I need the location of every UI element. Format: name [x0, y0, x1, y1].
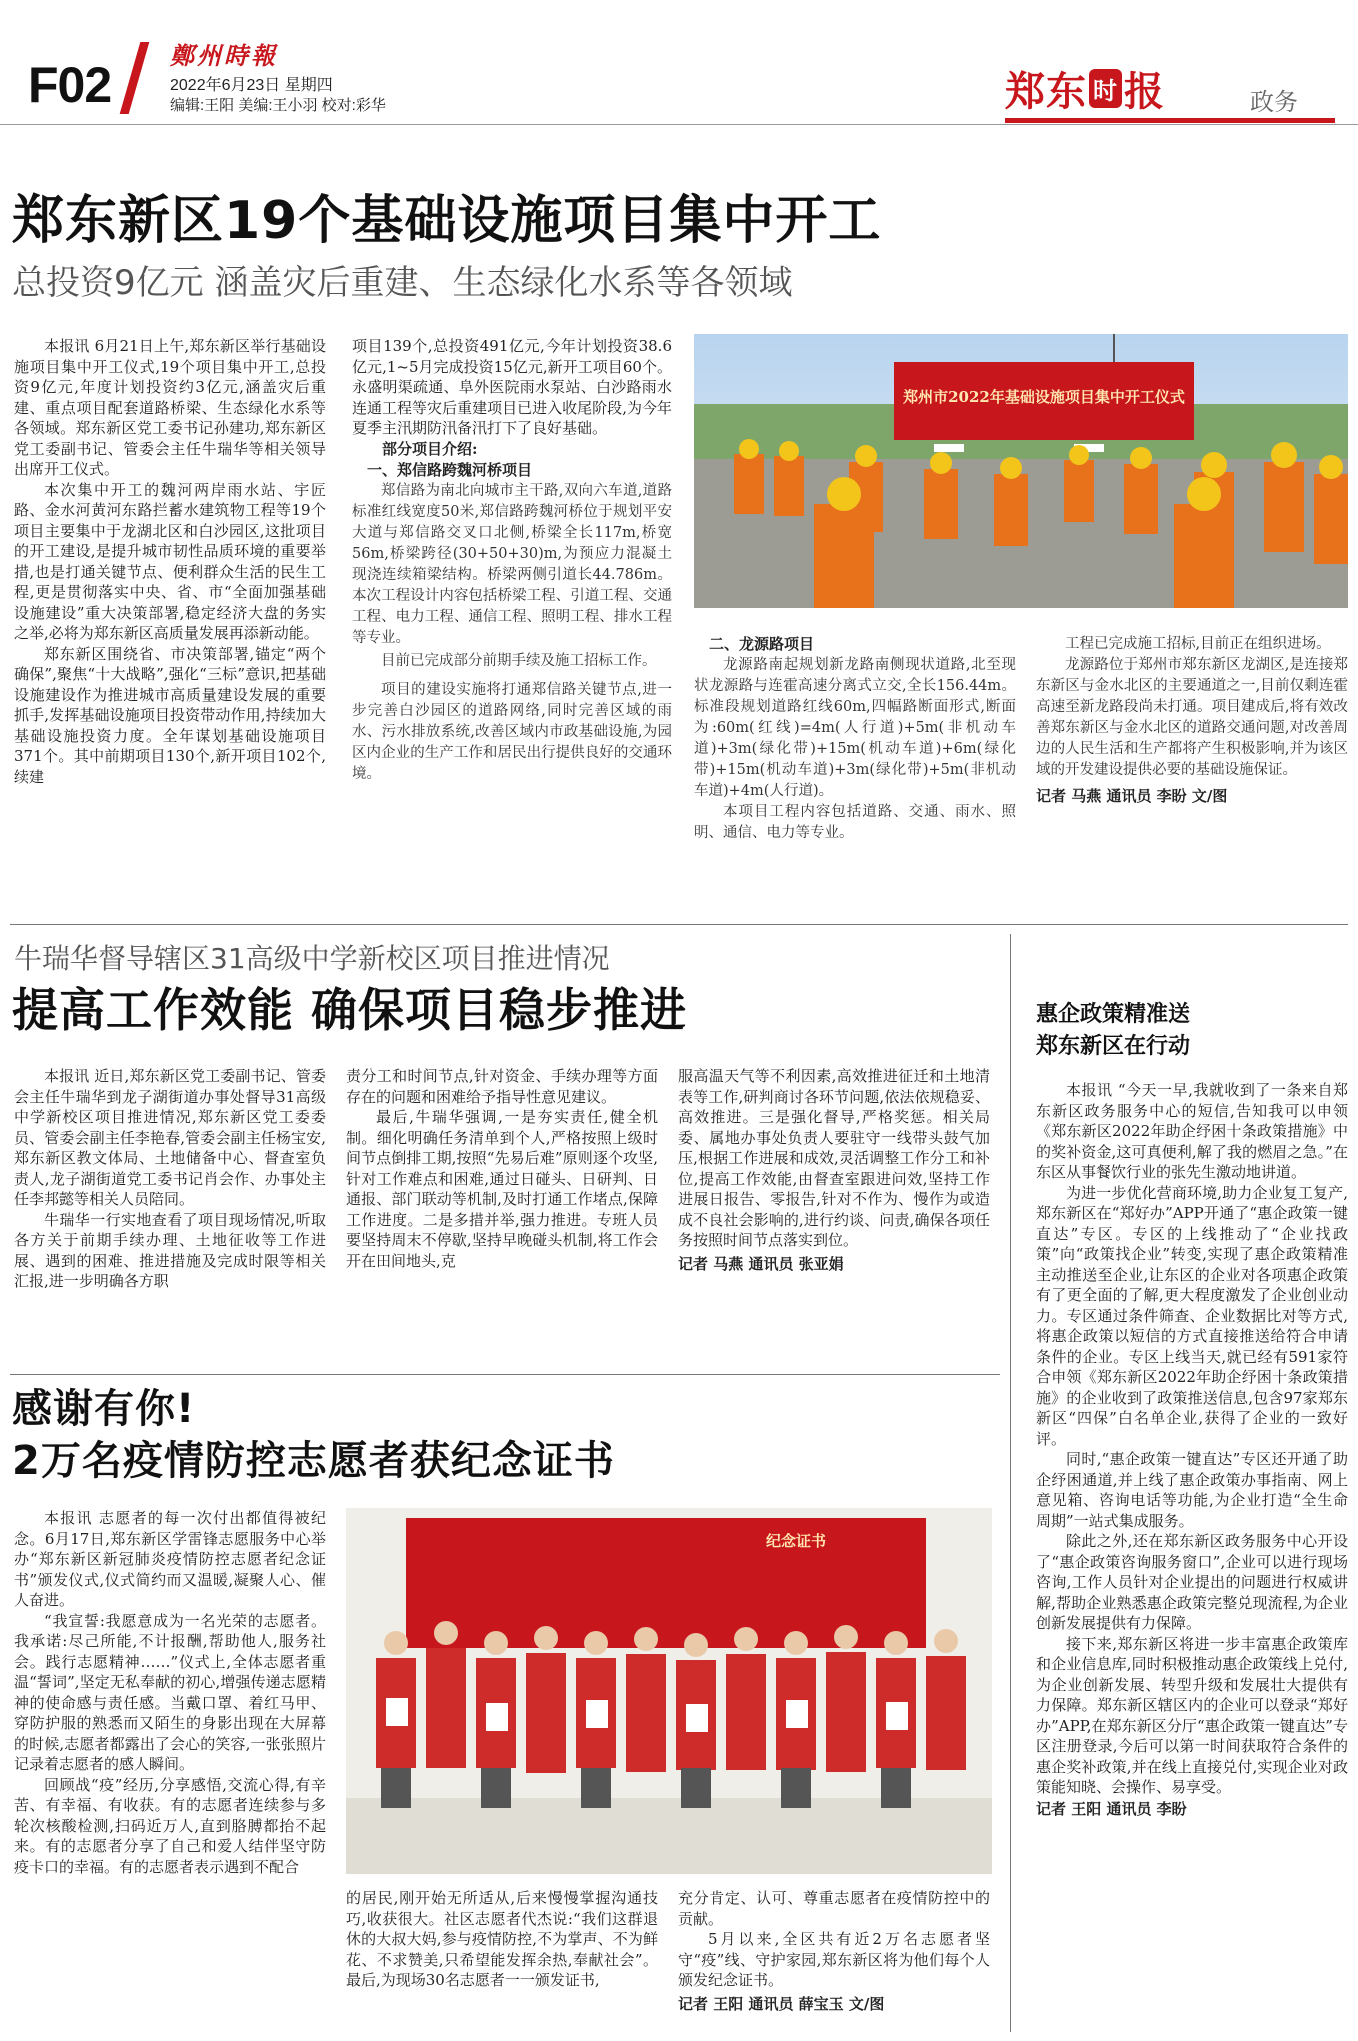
project1-paragraph: 目前已完成部分前期手续及施工招标工作。 [381, 652, 657, 669]
article2-paragraph: 牛瑞华一行实地查看了项目现场情况,听取各方关于前期手续办理、土地征收等工作进展、遇到的困难、推进措施及完成时限等相关汇报,进一步明确各方职 [14, 1210, 326, 1290]
article3-paragraph: 回顾战“疫”经历,分享感悟,交流心得,有辛苦、有幸福、有收获。有的志愿者连续参与多轮次核酸检测,扫码近万人,直到胳膊都抬不起来。有的志愿者分享了自己和爱人结伴坚守防疫卡口的幸福。有的志愿者表示遇到不配合 [14, 1775, 326, 1876]
article4-paragraph: 除此之外,还在郑东新区政务服务中心开设了“惠企政策咨询服务窗口”,企业可以进行现场咨询,工作人员针对企业提出的问题进行权威讲解,帮助企业熟悉惠企政策完整兑现流程,为企业创新发展提供有力保障。 [1036, 1532, 1348, 1632]
masthead-rule [0, 124, 1358, 125]
ceremony-banner-text: 纪念证书 [766, 1532, 827, 1550]
issue-date: 2022年6月23日 星期四 [170, 77, 333, 94]
article3-col2 [346, 1888, 658, 1991]
article3-paragraph: 充分肯定、认可、尊重志愿者在疫情防控中的贡献。 [678, 1889, 990, 1928]
page-number: F02 [28, 57, 112, 113]
article4-paragraph: 为进一步优化营商环境,助力企业复工复产,郑东新区在“郑好办”APP开通了“惠企政策一键直达”专区。专区的上线推动了“企业找政策”向“政策找企业”转变,实现了惠企政策精准主动推送至企业,让东区的企业对各项惠企政策有了更全面的了解,更大程度激发了企业创业动力。专区通过条件筛查、企业数据比对等方式,将惠企政策以短信的方式直接推送给符合申请条件的企业。专区上线当天,就已经有591家符合申领《郑东新区2022年助企纾困十条政策措施》的企业收到了政策推送信息,包含97家郑东新区“四保”白名单企业,获得了企业的一致好评。 [1036, 1183, 1348, 1448]
article1-col4 [1036, 634, 1348, 807]
article2-col2 [346, 1066, 658, 1271]
article2-paragraph: 责分工和时间节点,针对资金、手续办理等方面存在的问题和困难给予指导性意见建议。 [346, 1067, 658, 1106]
article2-kicker: 牛瑞华督导辖区31高级中学新校区项目推进情况 [14, 942, 610, 975]
article2-divider [10, 1374, 1000, 1375]
article3-paragraph: 5月以来,全区共有近2万名志愿者坚守“疫”线、守护家园,郑东新区将为他们每个人颁发纪念证书。 [678, 1930, 990, 1989]
article1-paragraph: 本次集中开工的魏河两岸雨水站、宇匠路、金水河黄河东路拦蓄水建筑物工程等19个项目主要集中于龙湖北区和白沙园区,这批项目的开工建设,是提升城市韧性品质环境的重要举措,也是打通关键节点、便利群众生活的民生工程,更是贯彻落实中央、省、市“全面加强基础设施建设”重大决策部署,稳定经济大盘的务实之举,必将为郑东新区高质量发展再添新动能。 [14, 480, 326, 642]
article3-paragraph: “我宣誓:我愿意成为一名光荣的志愿者。我承诺:尽己所能,不计报酬,帮助他人,服务社会。践行志愿精神……”仪式上,全体志愿者重温“誓词”,坚定无私奉献的初心,增强传递志愿精神的使命感与责任感。当戴口罩、着红马甲、穿防护服的熟悉而又陌生的身影出现在大屏幕的时候,志愿者都露出了会心的笑容,一张张照片记录着志愿者的感人瞬间。 [14, 1611, 326, 1773]
article1-divider [10, 924, 1348, 925]
project2-title: 二、龙源路项目 [709, 635, 815, 653]
article3-title-line2: 2万名疫情防控志愿者获纪念证书 [12, 1438, 615, 1484]
project1-paragraph: 郑信路为南北向城市主干路,双向六车道,道路标准红线宽度50米,郑信路跨魏河桥位于规划平安大道与郑信路交叉口北侧,桥梁全长117m,桥宽56m,桥梁跨径(30+50+30)m,为预应力混凝土现浇连续箱梁结构。桥梁两侧引道长44.786m。本次工程设计内容包括桥梁工程、引道工程、交通工程、电力工程、通信工程、照明工程、排水工程等专业。 [352, 482, 672, 646]
article3-paragraph: 的居民,刚开始无所适从,后来慢慢掌握沟通技巧,收获很大。社区志愿者代杰说:“我们这群退休的大叔大妈,参与疫情防控,不为掌声、不为鲜花、不求赞美,只希望能发挥余热,奉献社会”。最后,为现场30名志愿者一一颁发证书, [346, 1889, 658, 1989]
article3-col1 [14, 1508, 326, 1877]
article1-subtitle: 总投资9亿元 涵盖灾后重建、生态绿化水系等各领域 [12, 263, 793, 303]
section-label: 政务 [1250, 88, 1298, 116]
project1-paragraph: 项目的建设实施将打通郑信路关键节点,进一步完善白沙园区的道路网络,同时完善区域的雨水、污水排放系统,改善区域内市政基础设施,为园区内企业的生产工作和居民出行提供良好的交通环境。 [352, 681, 672, 782]
article3-paragraph: 本报讯 志愿者的每一次付出都值得被纪念。6月17日,郑东新区学雷锋志愿服务中心举办“郑东新区新冠肺炎疫情防控志愿者纪念证书”颁发仪式,仪式简约而又温暖,凝聚人心、催人奋进。 [14, 1509, 326, 1609]
section-brand-logo: 郑东 时 报 [1005, 69, 1165, 115]
article1-col1 [14, 336, 326, 787]
article1-title: 郑东新区19个基础设施项目集中开工 [12, 191, 882, 251]
article3-byline: 记者 王阳 通讯员 薛宝玉 文/图 [678, 1994, 885, 2013]
article3-col3 [678, 1888, 990, 2015]
article4-paragraph: 本报讯 “今天一早,我就收到了一条来自郑东新区政务服务中心的短信,告知我可以申领《郑东新区2022年助企纾困十条政策措施》中的奖补资金,这可真便利,解了我的燃眉之急。”在东区从事餐饮行业的张先生激动地讲道。 [1036, 1081, 1348, 1181]
article2-col1 [14, 1066, 326, 1292]
article4-paragraph: 接下来,郑东新区将进一步丰富惠企政策库和企业信息库,同时积极推动惠企政策线上兑付,为企业创新发展、转型升级和发展壮大提供有力保障。郑东新区辖区内的企业可以登录“郑好办”APP,在郑东新区分厅“惠企政策一键直达”专区注册登录,今后可以第一时间获取符合条件的惠企奖补政策,并在线上直接兑付,实现企业对政策能知晓、会操作、易享受。 [1036, 1634, 1348, 1796]
article1-paragraph: 郑东新区围绕省、市决策部署,锚定“两个确保”,聚焦“十大战略”,强化“三标”意识,把基础设施建设作为推进城市高质量建设发展的重要抓手,发挥基础设施项目投资带动作用,持续加大基础设施投资力度。全年谋划基础设施项目371个。其中前期项目130个,新开项目102个,续建 [14, 644, 326, 786]
article3-photo [346, 1508, 992, 1874]
editor-credits: 编辑:王阳 美编:王小羽 校对:彩华 [170, 97, 386, 114]
article2-col3 [678, 1066, 990, 1275]
paper-logo: 鄭州時報 [170, 41, 278, 70]
article2-paragraph: 服高温天气等不利因素,高效推进征迁和土地清表等工作,研判商讨各环节问题,依法依规稳妥、高效推进。三是强化督导,严格奖惩。相关局委、属地办事处负责人要驻守一线带头鼓气加压,根据工作进展和成效,灵活调整工作分工和补位,提高工作效能,由督查室跟进问效,坚持工作进展日报告、零报告,针对不作为、慢作为或造成不良社会影响的,进行约谈、问责,确保各项任务按照时间节点落实到位。 [678, 1067, 990, 1249]
project1-title: 一、郑信路跨魏河桥项目 [367, 460, 533, 479]
article2-paragraph: 最后,牛瑞华强调,一是夯实责任,健全机制。细化明确任务清单到个人,严格按照上级时间节点倒排工期,按照“先易后难”原则逐个攻坚,针对工作难点和困难,通过日碰头、日研判、日通报、部门联动等机制,及时打通工作堵点,保障工作进度。二是多措并举,强力推进。专班人员要坚持周末不停歇,坚持早晚碰头机制,将工作会开在田间地头,克 [346, 1108, 658, 1270]
article4-body [1036, 1080, 1348, 1820]
part-intro: 部分项目介绍: [382, 439, 478, 458]
masthead-accent-bar [1005, 118, 1335, 123]
article1-paragraph: 龙源路位于郑州市郑东新区龙湖区,是连接郑东新区与金水北区的主要通道之一,目前仅剩连霍高速至新龙路段尚未打通。项目建成后,将有效改善郑东新区与金水北区的道路交通问题,对改善周边的人民生活和生产都将产生积极影响,并为该区域的开发建设提供必要的基础设施保证。 [1036, 657, 1348, 778]
article3-title-line1: 感谢有你! [12, 1386, 196, 1432]
article1-col2 [352, 336, 672, 785]
sidebar-divider [1010, 934, 1011, 2032]
article1-paragraph: 工程已完成施工招标,目前正在组织进场。 [1065, 636, 1331, 652]
article4-title-line1: 惠企政策精准送 [1036, 1002, 1191, 1027]
article1-byline: 记者 马燕 通讯员 李盼 文/图 [1036, 787, 1228, 805]
article2-byline: 记者 马燕 通讯员 张亚娟 [678, 1254, 844, 1273]
article4-byline: 记者 王阳 通讯员 李盼 [1036, 1799, 1187, 1818]
project2-paragraph: 龙源路南起规划新龙路南侧现状道路,北至现状龙源路与连霍高速分离式立交,全长156.44m。标准段规划道路红线60m,四幅路断面形式,断面为:60m(红线)=4m(人行道)+5m(非机动车道)+3m(绿化带)+15m(机动车道)+6m(绿化带)+15m(机动车道)+3m(绿化带)+5m(非机动车道)+4m(人行道)。 [694, 657, 1016, 799]
article1-paragraph: 项目139个,总投资491亿元,今年计划投资38.6亿元,1~5月完成投资15亿元,新开工项目60个。永盛明渠疏通、阜外医院雨水泵站、白沙路雨水连通工程等灾后重建项目已进入收尾阶段,为今年夏季主汛期防汛备汛打下了良好基础。 [352, 337, 672, 437]
project2-paragraph: 本项目工程内容包括道路、交通、雨水、照明、通信、电力等专业。 [694, 804, 1016, 841]
ceremony-banner-text: 郑州市2022年基础设施项目集中开工仪式 [903, 388, 1185, 406]
masthead-slash [120, 42, 150, 114]
article1-col3 [694, 634, 1016, 844]
article4-paragraph: 同时,“惠企政策一键直达”专区还开通了助企纾困通道,并上线了惠企政策办事指南、网上意见箱、咨询电话等功能,为企业打造“全生命周期”一站式集成服务。 [1036, 1450, 1348, 1530]
article4-title-line2: 郑东新区在行动 [1036, 1034, 1191, 1059]
article1-paragraph: 本报讯 6月21日上午,郑东新区举行基础设施项目集中开工仪式,19个项目集中开工,总投资9亿元,年度计划投资约3亿元,涵盖灾后重建、重点项目配套道路桥梁、生态绿化水系等各领域。郑东新区党工委书记孙建功,郑东新区党工委副书记、管委会主任牛瑞华等相关领导出席开工仪式。 [14, 337, 326, 478]
article2-title: 提高工作效能 确保项目稳步推进 [12, 983, 688, 1037]
article1-photo [694, 334, 1348, 608]
article2-paragraph: 本报讯 近日,郑东新区党工委副书记、管委会主任牛瑞华到龙子湖街道办事处督导31高级中学新校区项目推进情况,郑东新区党工委委员、管委会副主任李艳春,管委会副主任杨宝安,郑东新区教文体局、土地储备中心、督查室负责人,龙子湖街道党工委书记肖会作、办事处主任李邦懿等相关人员陪同。 [14, 1067, 326, 1208]
